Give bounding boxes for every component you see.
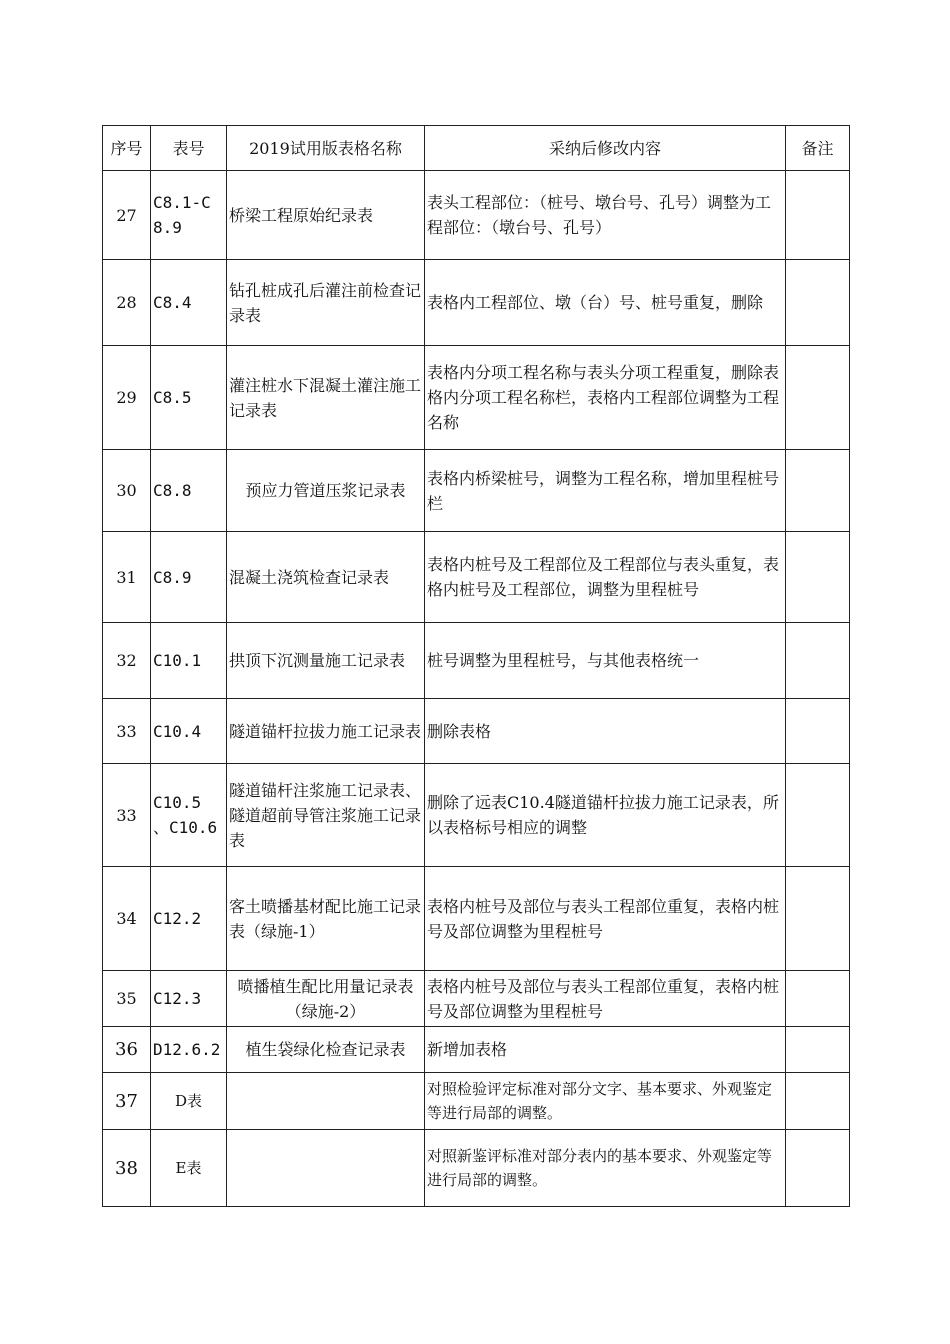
table-row bbox=[103, 346, 850, 450]
row-table-code: C8.4 bbox=[151, 260, 227, 346]
row-remarks bbox=[786, 764, 850, 867]
row-table-name: 隧道锚杆拉拔力施工记录表 bbox=[227, 699, 425, 764]
row-table-name: 客土喷播基材配比施工记录表（绿施-1） bbox=[227, 867, 425, 971]
row-remarks bbox=[786, 346, 850, 450]
row-table-code: C8.9 bbox=[151, 532, 227, 623]
row-serial-no: 33 bbox=[103, 699, 151, 764]
row-table-code: C8.8 bbox=[151, 450, 227, 532]
row-remarks bbox=[786, 260, 850, 346]
row-table-name: 隧道锚杆注浆施工记录表、隧道超前导管注浆施工记录表 bbox=[227, 764, 425, 867]
header-table-name: 2019试用版表格名称 bbox=[227, 126, 425, 171]
row-remarks bbox=[786, 699, 850, 764]
row-serial-no: 28 bbox=[103, 260, 151, 346]
row-table-name bbox=[227, 1130, 425, 1207]
row-table-code: D12.6.2 bbox=[151, 1027, 227, 1073]
row-modification: 表格内分项工程名称与表头分项工程重复，删除表格内分项工程名称栏，表格内工程部位调整为工程名称 bbox=[425, 346, 786, 450]
row-modification: 表格内工程部位、墩（台）号、桩号重复，删除 bbox=[425, 260, 786, 346]
row-table-name: 混凝土浇筑检查记录表 bbox=[227, 532, 425, 623]
row-table-name: 喷播植生配比用量记录表（绿施-2） bbox=[227, 971, 425, 1027]
row-serial-no: 29 bbox=[103, 346, 151, 450]
header-modification: 采纳后修改内容 bbox=[425, 126, 786, 171]
row-remarks bbox=[786, 1073, 850, 1130]
table-row bbox=[103, 260, 850, 346]
table-row bbox=[103, 450, 850, 532]
table-row bbox=[103, 1130, 850, 1207]
row-modification: 删除了远表C10.4隧道锚杆拉拔力施工记录表，所以表格标号相应的调整 bbox=[425, 764, 786, 867]
row-table-code: C8.1-C8.9 bbox=[151, 171, 227, 260]
row-table-code: C8.5 bbox=[151, 346, 227, 450]
table-row bbox=[103, 699, 850, 764]
row-remarks bbox=[786, 1027, 850, 1073]
row-remarks bbox=[786, 532, 850, 623]
row-table-name: 灌注桩水下混凝土灌注施工记录表 bbox=[227, 346, 425, 450]
row-remarks bbox=[786, 171, 850, 260]
row-serial-no: 38 bbox=[103, 1130, 151, 1207]
table-row bbox=[103, 867, 850, 971]
row-serial-no: 35 bbox=[103, 971, 151, 1027]
row-serial-no: 31 bbox=[103, 532, 151, 623]
row-table-name: 桥梁工程原始纪录表 bbox=[227, 171, 425, 260]
revision-table bbox=[102, 125, 850, 1207]
row-serial-no: 30 bbox=[103, 450, 151, 532]
row-table-name: 植生袋绿化检查记录表 bbox=[227, 1027, 425, 1073]
header-remarks: 备注 bbox=[786, 126, 850, 171]
table-row bbox=[103, 1073, 850, 1130]
header-serial-no: 序号 bbox=[103, 126, 151, 171]
row-modification: 新增加表格 bbox=[425, 1027, 786, 1073]
row-table-code: C12.3 bbox=[151, 971, 227, 1027]
row-table-code: C10.4 bbox=[151, 699, 227, 764]
row-table-name: 钻孔桩成孔后灌注前检查记录表 bbox=[227, 260, 425, 346]
header-table-no: 表号 bbox=[151, 126, 227, 171]
row-serial-no: 27 bbox=[103, 171, 151, 260]
row-serial-no: 32 bbox=[103, 623, 151, 699]
row-table-code: C10.5 、C10.6 bbox=[151, 764, 227, 867]
table-row bbox=[103, 971, 850, 1027]
row-remarks bbox=[786, 971, 850, 1027]
row-modification: 表格内桩号及工程部位及工程部位与表头重复，表格内桩号及工程部位，调整为里程桩号 bbox=[425, 532, 786, 623]
table-row bbox=[103, 171, 850, 260]
row-table-code: D表 bbox=[151, 1073, 227, 1130]
row-remarks bbox=[786, 867, 850, 971]
row-remarks bbox=[786, 623, 850, 699]
row-serial-no: 33 bbox=[103, 764, 151, 867]
row-modification: 删除表格 bbox=[425, 699, 786, 764]
row-modification: 表头工程部位：（桩号、墩台号、孔号）调整为工程部位：（墩台号、孔号） bbox=[425, 171, 786, 260]
row-serial-no: 34 bbox=[103, 867, 151, 971]
header-row bbox=[103, 126, 850, 171]
row-remarks bbox=[786, 1130, 850, 1207]
table-row bbox=[103, 1027, 850, 1073]
row-table-name: 拱顶下沉测量施工记录表 bbox=[227, 623, 425, 699]
row-table-code: C10.1 bbox=[151, 623, 227, 699]
table-row bbox=[103, 532, 850, 623]
row-modification: 对照检验评定标准对部分文字、基本要求、外观鉴定等进行局部的调整。 bbox=[425, 1073, 786, 1130]
row-table-code: C12.2 bbox=[151, 867, 227, 971]
row-table-name bbox=[227, 1073, 425, 1130]
row-table-name: 预应力管道压浆记录表 bbox=[227, 450, 425, 532]
row-modification: 桩号调整为里程桩号，与其他表格统一 bbox=[425, 623, 786, 699]
table-row bbox=[103, 764, 850, 867]
row-modification: 表格内桩号及部位与表头工程部位重复，表格内桩号及部位调整为里程桩号 bbox=[425, 867, 786, 971]
row-table-code: E表 bbox=[151, 1130, 227, 1207]
row-serial-no: 36 bbox=[103, 1027, 151, 1073]
table-row bbox=[103, 623, 850, 699]
row-serial-no: 37 bbox=[103, 1073, 151, 1130]
row-modification: 对照新鉴评标准对部分表内的基本要求、外观鉴定等进行局部的调整。 bbox=[425, 1130, 786, 1207]
row-remarks bbox=[786, 450, 850, 532]
row-modification: 表格内桥梁桩号，调整为工程名称，增加里程桩号栏 bbox=[425, 450, 786, 532]
row-modification: 表格内桩号及部位与表头工程部位重复，表格内桩号及部位调整为里程桩号 bbox=[425, 971, 786, 1027]
